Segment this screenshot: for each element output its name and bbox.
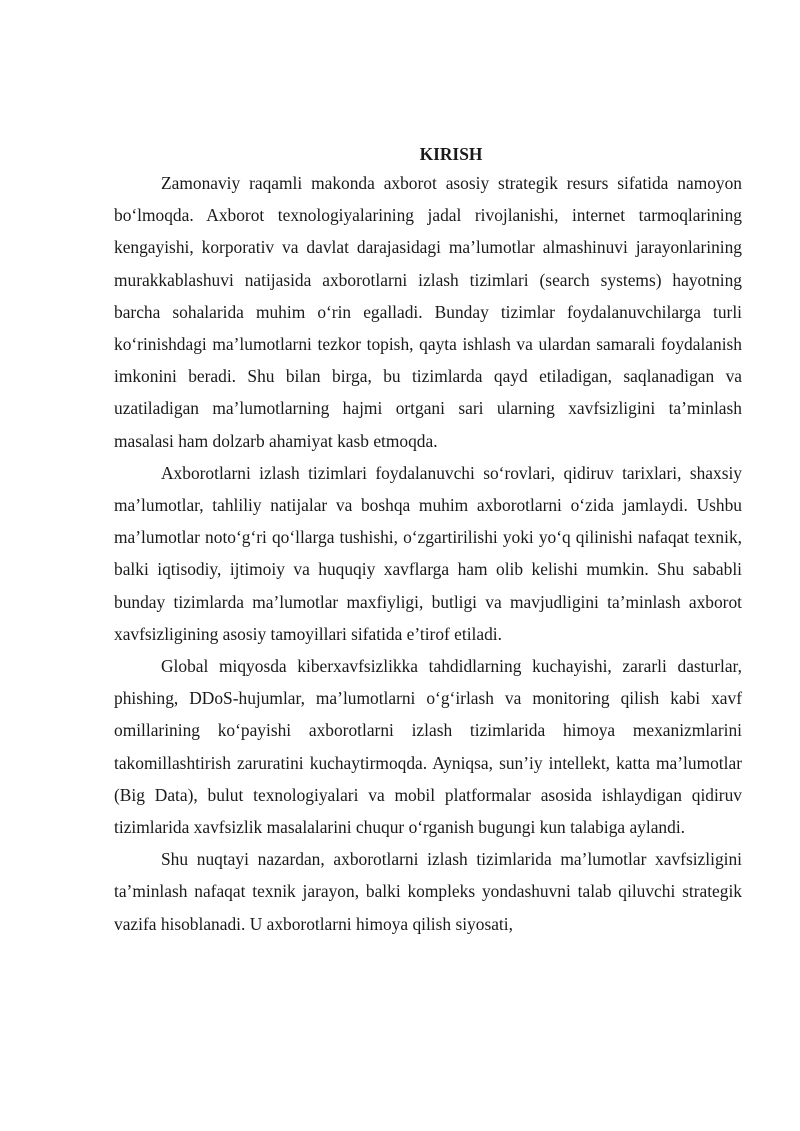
paragraph-introduction: Zamonaviy raqamli makonda axborot asosiy strategik resurs sifatida namoyon bo‘lmoqda. Axborot texnologiyalarining jadal rivojlanishi, internet tarmoqlarining kengayishi, korporativ va davlat darajasidagi ma’lumotlar almashinuvi jarayonlarining murakkablashuvi natijasida axborotlarni izlash tizimlari (search systems) hayotning barcha sohalarida muhim o‘rin egalladi. Bunday tizimlar foydalanuvchilarga turli ko‘rinishdagi ma’lumotlarni tezkor topish, qayta ishlash va ulardan samarali foydalanish imkonini beradi. Shu bilan birga, bu tizimlarda qayd etiladigan, saqlanadigan va uzatiladigan ma’lumotlarning hajmi ortgani sari ularning xavfsizligini ta’minlash masalasi ham dolzarb ahamiyat kasb etmoqda. — [114, 173, 742, 451]
paragraph-strategic-task: Shu nuqtayi nazardan, axborotlarni izlash tizimlarida ma’lumotlar xavfsizligini ta’minlash nafaqat texnik jarayon, balki kompleks yondashuvni talab qiluvchi strategik vazifa hisoblanadi. U axborotlarni himoya qilish siyosati, — [114, 849, 742, 934]
paragraph-search-systems-data: Axborotlarni izlash tizimlari foydalanuvchi so‘rovlari, qidiruv tarixlari, shaxsiy ma’lumotlar, tahliliy natijalar va boshqa muhim axborotlarni o‘zida jamlaydi. Ushbu ma’lumotlar noto‘g‘ri qo‘llarga tushishi, o‘zgartirilishi yoki yo‘q qilinishi nafaqat texnik, balki iqtisodiy, ijtimoiy va huquqiy xavflarga ham olib kelishi mumkin. Shu sababli bunday tizimlarda ma’lumotlar maxfiyligi, butligi va mavjudligini ta’minlash axborot xavfsizligining asosiy tamoyillari sifatida e’tirof etiladi. — [114, 462, 742, 644]
document-body — [114, 141, 742, 940]
paragraph-global-threats: Global miqyosda kiberxavfsizlikka tahdidlarning kuchayishi, zararli dasturlar, phishing, DDoS-hujumlar, ma’lumotlarni o‘g‘irlash va monitoring qilish kabi xavf omillarining ko‘payishi axborotlarni izlash tizimlarida himoya mexanizmlarini takomillashtirish zaruratini kuchaytirmoqda. Ayniqsa, sun’iy intellekt, katta ma’lumotlar (Big Data), bulut texnologiyalari va mobil platformalar asosida ishlaydigan qidiruv tizimlarida xavfsizlik masalalarini chuqur o‘rganish bugungi kun talabiga aylandi. — [114, 656, 742, 838]
page-title: KIRISH — [419, 144, 483, 164]
